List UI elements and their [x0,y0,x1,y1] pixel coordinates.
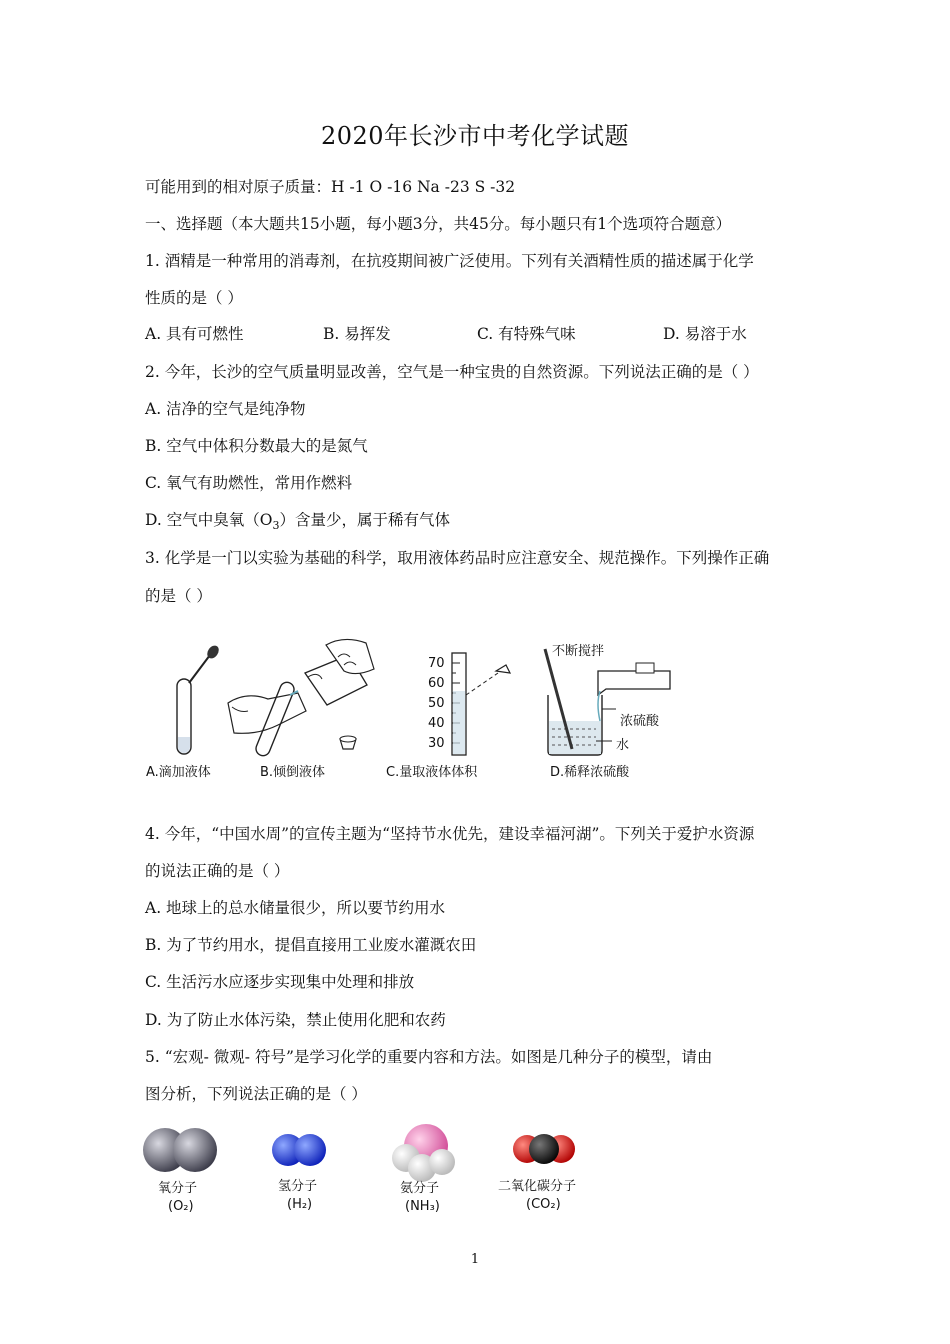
oxygen-name: 氧分子 [158,1181,198,1196]
carbon-dioxide-molecule-model [513,1134,575,1164]
q3-stem-line1: 3. 化学是一门以实验为基础的科学，取用液体药品时应注意安全、规范操作。下列操作正确 [145,549,770,567]
q4-option-c: C. 生活污水应逐步实现集中处理和排放 [145,973,415,991]
carbon-dioxide-name: 二氧化碳分子 [498,1179,577,1194]
q4-stem-line1: 4. 今年，“中国水周”的宣传主题为“坚持节水优先，建设幸福河湖”。下列关于爱护水资源 [145,825,755,843]
caption-b: B.倾倒液体 [260,765,326,780]
page-title: 2020年长沙市中考化学试题 [320,122,630,150]
q2-option-d-suffix: ）含量少，属于稀有气体 [279,511,450,529]
q3-stem-line2: 的是（ ） [145,587,212,605]
cylinder-tick-40: 40 [428,716,445,731]
hydrogen-molecule-model [272,1134,326,1166]
label-stir: 不断搅拌 [552,644,605,659]
q2-option-d-subscript: 3 [272,519,280,533]
q1-stem-line2: 性质的是（ ） [145,289,243,307]
q4-stem-line2: 的说法正确的是（ ） [145,862,290,880]
hydrogen-formula: (H₂) [287,1197,313,1212]
q1-option-c: C. 有特殊气味 [477,325,576,343]
oxygen-molecule-model [143,1128,217,1172]
q2-option-d-prefix: D. 空气中臭氧（O [145,511,273,529]
figure-a-dropping-liquid [177,643,221,754]
q2-option-a: A. 洁净的空气是纯净物 [145,400,306,418]
caption-d: D.稀释浓硫酸 [550,765,630,780]
cylinder-tick-60: 60 [428,676,445,691]
figure-b-pouring-liquid [228,639,374,757]
q1-option-b: B. 易挥发 [323,325,391,343]
label-conc-acid: 浓硫酸 [620,714,660,729]
q2-option-c: C. 氧气有助燃性，常用作燃料 [145,474,353,492]
q1-option-d: D. 易溶于水 [663,325,747,343]
section-heading: 一、选择题（本大题共15小题，每小题3分，共45分。每小题只有1个选项符合题意） [145,215,732,233]
figure-d-diluting-acid [545,643,670,755]
q3-lab-figure [140,625,700,785]
q2-option-d [145,508,450,532]
ammonia-name: 氨分子 [400,1181,440,1196]
cylinder-tick-50: 50 [428,696,445,711]
q1-options [145,322,825,344]
q4-option-d: D. 为了防止水体污染，禁止使用化肥和农药 [145,1011,446,1029]
cylinder-tick-30: 30 [428,736,445,751]
caption-c: C.量取液体体积 [386,765,478,780]
q4-option-a: A. 地球上的总水储量很少，所以要节约用水 [145,899,446,917]
q5-stem-line1: 5. “宏观- 微观- 符号”是学习化学的重要内容和方法。如图是几种分子的模型，请由 [145,1048,713,1066]
q2-option-b: B. 空气中体积分数最大的是氮气 [145,437,368,455]
carbon-dioxide-formula: (CO₂) [526,1197,561,1212]
label-water: 水 [616,738,630,753]
ammonia-molecule-model [392,1124,455,1182]
q4-option-b: B. 为了节约用水，提倡直接用工业废水灌溉农田 [145,936,477,954]
q2-stem: 2. 今年，长沙的空气质量明显改善，空气是一种宝贵的自然资源。下列说法正确的是（ ） [145,363,759,381]
figure-c-measuring-cylinder [428,653,510,755]
q1-option-a: A. 具有可燃性 [145,325,244,343]
q5-stem-line2: 图分析，下列说法正确的是（ ） [145,1085,367,1103]
q5-molecule-figure [140,1122,610,1218]
atomic-masses: 可能用到的相对原子质量：H -1 O -16 Na -23 S -32 [145,178,516,196]
ammonia-formula: (NH₃) [405,1199,440,1214]
caption-a: A.滴加液体 [146,765,211,780]
page-number: 1 [470,1252,480,1267]
q1-stem-line1: 1. 酒精是一种常用的消毒剂，在抗疫期间被广泛使用。下列有关酒精性质的描述属于化学 [145,252,754,270]
oxygen-formula: (O₂) [168,1199,194,1214]
hydrogen-name: 氢分子 [278,1179,318,1194]
cylinder-tick-70: 70 [428,656,445,671]
